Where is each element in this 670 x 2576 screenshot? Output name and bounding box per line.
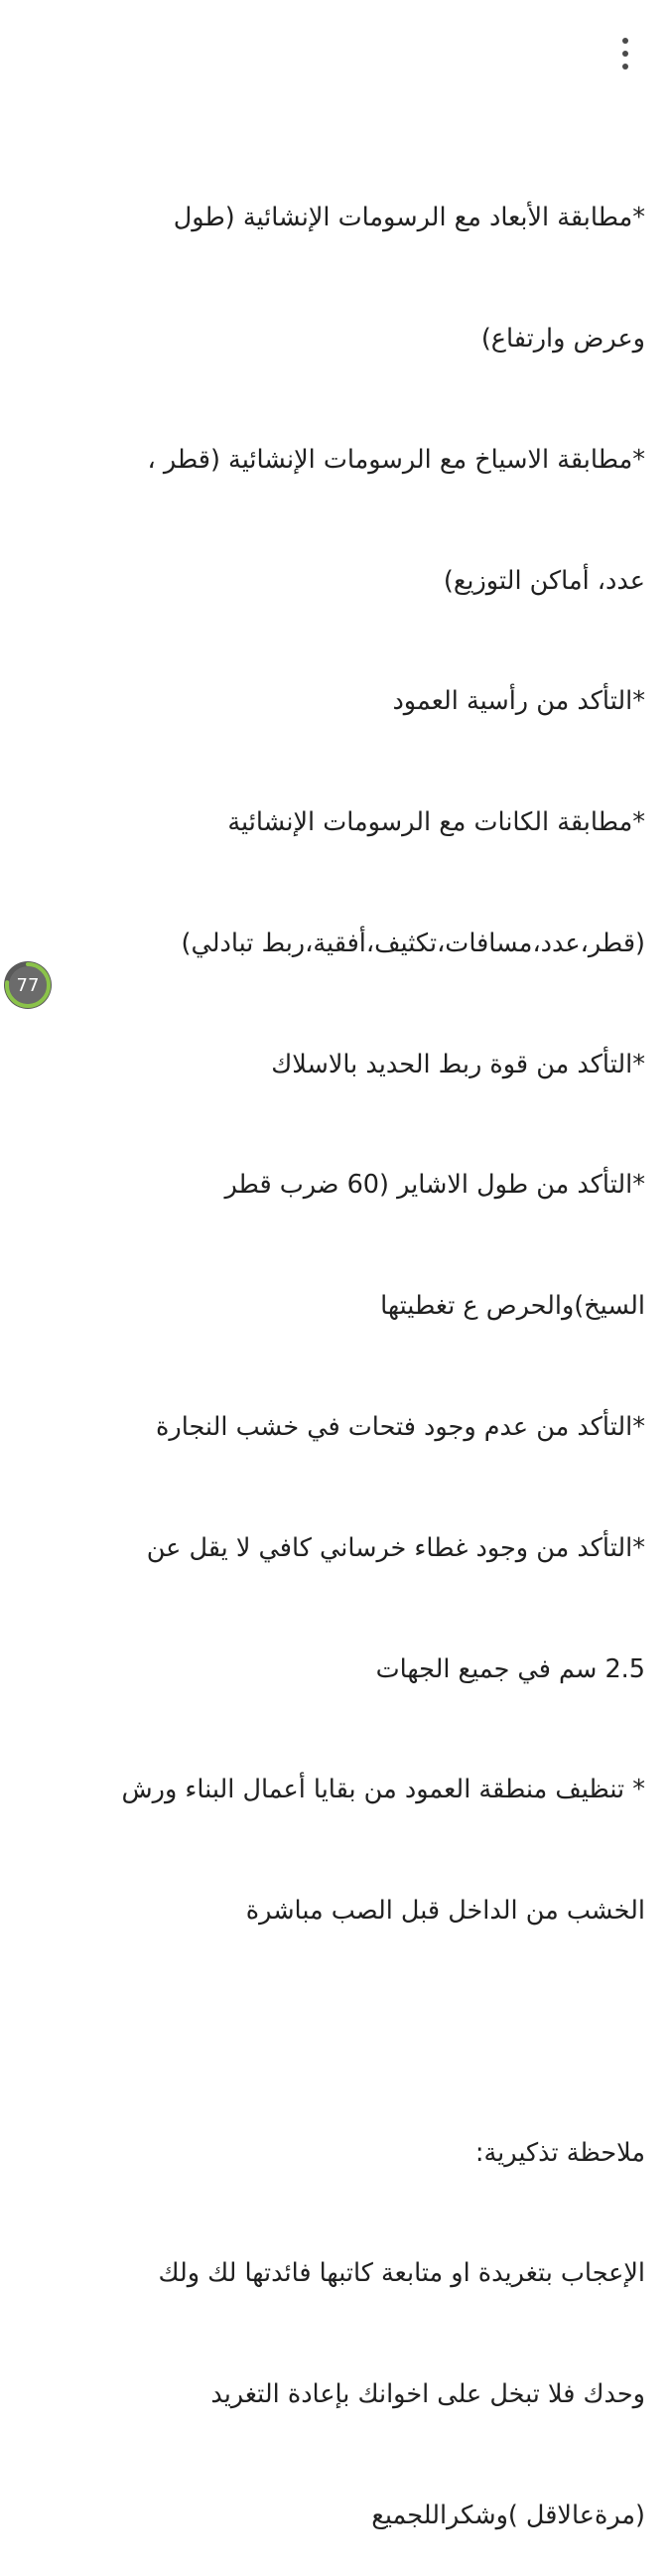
note-line: * تنظيف منطقة العمود من بقايا أعمال البناء ورش	[121, 1775, 645, 1805]
note-body	[30, 117, 645, 2576]
progress-badge[interactable]	[3, 960, 53, 1010]
reminder-line: وحدك فلا تبخل على اخوانك بإعادة التغريد	[210, 2379, 645, 2410]
note-line: *التأكد من قوة ربط الحديد بالاسلاك	[271, 1049, 645, 1079]
more-vert-icon-dot	[622, 64, 628, 70]
reminder-line: الإعجاب بتغريدة او متابعة كاتبها فائدتها لك ولك	[158, 2258, 645, 2289]
note-line: السيخ)والحرص ع تغطيتها	[380, 1291, 645, 1322]
note-line: (قطر،عدد،مسافات،تكثيف،أفقية،ربط تبادلي)	[181, 928, 645, 958]
note-line: عدد، أماكن التوزيع)	[443, 565, 645, 596]
note-line: *التأكد من عدم وجود فتحات في خشب النجارة	[156, 1412, 645, 1442]
progress-value: 77	[16, 974, 40, 996]
note-blank-line	[30, 2012, 645, 2053]
note-line: *مطابقة الكانات مع الرسومات الإنشائية	[227, 807, 645, 838]
more-vert-icon-dot	[622, 51, 628, 57]
note-line: *التأكد من طول الاشاير (60 ضرب قطر	[224, 1170, 645, 1201]
note-line: وعرض وارتفاع)	[480, 323, 645, 354]
note-line: *مطابقة الأبعاد مع الرسومات الإنشائية (طول	[173, 203, 645, 233]
note-line: *مطابقة الاسياخ مع الرسومات الإنشائية (قطر ،	[147, 444, 645, 475]
note-line: الخشب من الداخل قبل الصب مباشرة	[245, 1896, 645, 1927]
more-options-button[interactable]	[611, 36, 639, 72]
note-line: *التأكد من وجود غطاء خرساني كافي لا يقل عن	[146, 1532, 645, 1563]
more-vert-icon	[622, 38, 628, 44]
reminder-heading: ملاحظة تذكيرية:	[474, 2137, 645, 2168]
reminder-line: (مرةعالاقل )وشكراللجميع	[371, 2501, 645, 2531]
note-line: *التأكد من رأسية العمود	[392, 686, 645, 717]
note-line: 2.5 سم في جميع الجهات	[375, 1653, 645, 1684]
